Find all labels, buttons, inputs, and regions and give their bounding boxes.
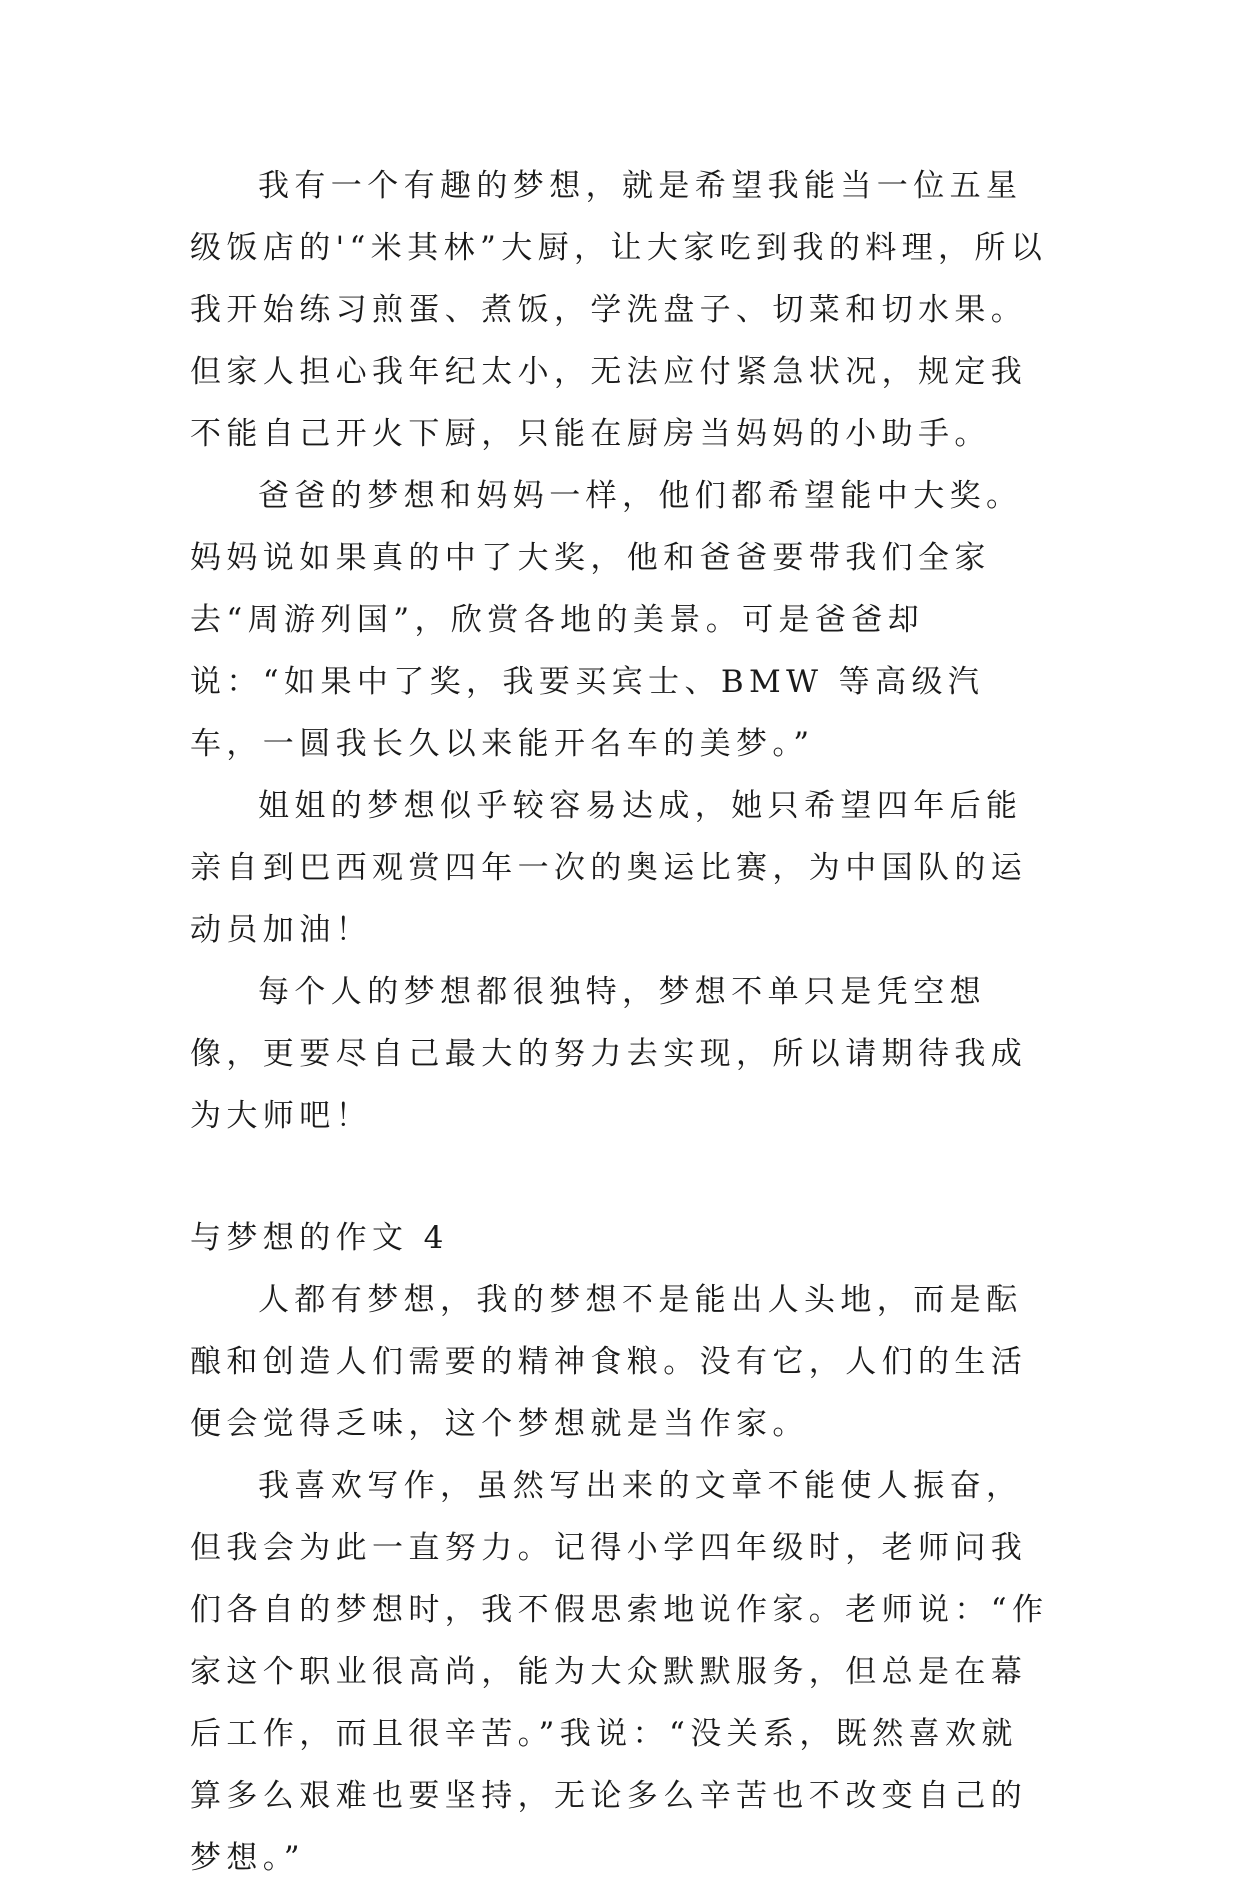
paragraph-sister-dream: 姐姐的梦想似乎较容易达成，她只希望四年后能亲自到巴西观赏四年一次的奥运比赛，为中国队的运动员加油！	[190, 788, 1028, 948]
paragraph-writing-effort: 我喜欢写作，虽然写出来的文章不能使人振奋，但我会为此一直努力。记得小学四年级时，老师问我们各自的梦想时，我不假思索地说作家。老师说：“作家这个职业很高尚，能为大众默默服务，但总是在幕后工作，而且很辛苦。”我说：“没关系，既然喜欢就算多么艰难也要坚持，无论多么辛苦也不改变自己的梦想。”	[190, 1468, 1049, 1876]
essay-body	[190, 155, 1050, 1889]
paragraph-conclusion: 每个人的梦想都很独特，梦想不单只是凭空想像，更要尽自己最大的努力去实现，所以请期待我成为大师吧！	[190, 974, 1028, 1134]
paragraph-writer-dream: 人都有梦想，我的梦想不是能出人头地，而是酝酿和创造人们需要的精神食粮。没有它，人们的生活便会觉得乏味，这个梦想就是当作家。	[190, 1282, 1028, 1442]
paragraph-parents-dream: 爸爸的梦想和妈妈一样，他们都希望能中大奖。妈妈说如果真的中了大奖，他和爸爸要带我们全家去“周游列国”，欣赏各地的美景。可是爸爸却说：“如果中了奖，我要买宾士、BMW 等高级汽车，一圆我长久以来能开名车的美梦。”	[190, 478, 1023, 762]
paragraph-chef-dream: 我有一个有趣的梦想，就是希望我能当一位五星级饭店的'“米其林”大厨，让大家吃到我的料理，所以我开始练习煎蛋、煮饭，学洗盘子、切菜和切水果。但家人担心我年纪太小，无法应付紧急状况，规定我不能自己开火下厨，只能在厨房当妈妈的小助手。	[190, 168, 1048, 452]
essay-heading: 与梦想的作文 4	[190, 1220, 449, 1256]
